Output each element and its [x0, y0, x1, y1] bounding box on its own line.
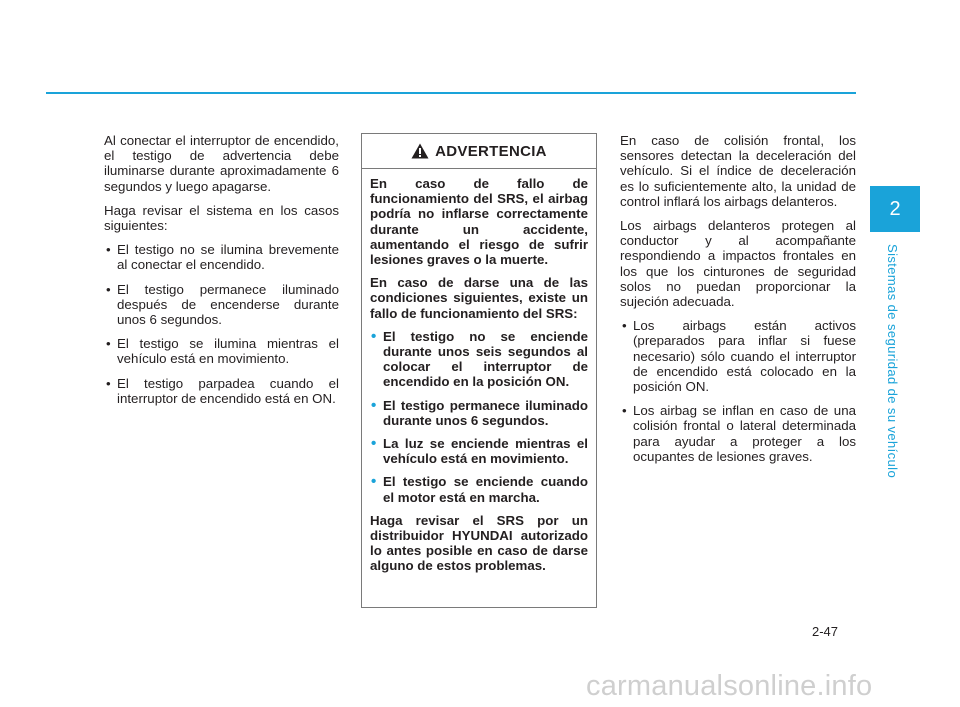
left-column — [104, 133, 339, 415]
bullet-list — [104, 242, 339, 406]
bullet-list — [620, 318, 856, 464]
list-item: • El testigo se ilumina mientras el vehículo está en movimiento. — [104, 336, 339, 366]
list-item: • Los airbags están activos (preparados para inflar si fuese necesario) sólo cuando el interruptor de encendido está colocado en la posición ON. — [620, 318, 856, 394]
list-item: • El testigo permanece iluminado después de encenderse durante unos 6 segundos. — [104, 282, 339, 328]
list-item: • El testigo se enciende cuando el motor está en marcha. — [370, 474, 588, 504]
paragraph: Haga revisar el SRS por un distribuidor HYUNDAI autorizado lo antes posible en caso de darse alguno de estos problemas. — [370, 512, 588, 574]
list-item: • El testigo no se ilumina brevemente al conectar el encendido. — [104, 242, 339, 272]
paragraph: Al conectar el interruptor de encendido, el testigo de advertencia debe iluminarse durante aproximadamente 6 segundos y luego apagarse. — [104, 133, 339, 194]
chapter-number-tab: 2 — [870, 186, 920, 232]
list-item: • El testigo parpadea cuando el interruptor de encendido está en ON. — [104, 376, 339, 406]
chapter-title: Sistemas de seguridad de su vehículo — [885, 244, 900, 479]
warning-box — [361, 133, 597, 608]
watermark: carmanualsonline.info — [586, 670, 873, 702]
paragraph: En caso de fallo de funcionamiento del SRS, el airbag podría no inflarse correctamente durante un accidente, aumentando el riesgo de sufrir lesiones graves o la muerte. — [370, 176, 588, 268]
list-item: • La luz se enciende mientras el vehículo está en movimiento. — [370, 436, 588, 466]
paragraph: Los airbags delanteros protegen al conductor y al acompañante respondiendo a impactos frontales en los que los cinturones de seguridad solos no puedan proporcionar la sujeción adecuada. — [620, 218, 856, 310]
right-column — [620, 133, 856, 473]
list-item: • El testigo permanece iluminado durante unos 6 segundos. — [370, 398, 588, 428]
warning-triangle-icon — [411, 143, 429, 159]
list-item: • Los airbag se inflan en caso de una colisión frontal o lateral determinada para ayudar a proteger a los ocupantes de lesiones graves. — [620, 403, 856, 464]
warning-title: ADVERTENCIA — [435, 142, 547, 160]
paragraph: En caso de colisión frontal, los sensores detectan la deceleración del vehículo. Si el índice de deceleración es lo suficientemente alto, la unidad de control inflará los airbags delanteros. — [620, 133, 856, 209]
warning-header — [362, 134, 596, 168]
bullet-list — [370, 329, 588, 505]
page-number: 2-47 — [812, 624, 839, 639]
paragraph: Haga revisar el sistema en los casos siguientes: — [104, 202, 339, 234]
header-rule — [46, 92, 856, 94]
list-item: • El testigo no se enciende durante unos seis segundos al colocar el interruptor de encendido en la posición ON. — [370, 329, 588, 390]
paragraph: En caso de darse una de las condiciones siguientes, existe un fallo de funcionamiento del SRS: — [370, 275, 588, 321]
warning-body — [362, 169, 596, 574]
